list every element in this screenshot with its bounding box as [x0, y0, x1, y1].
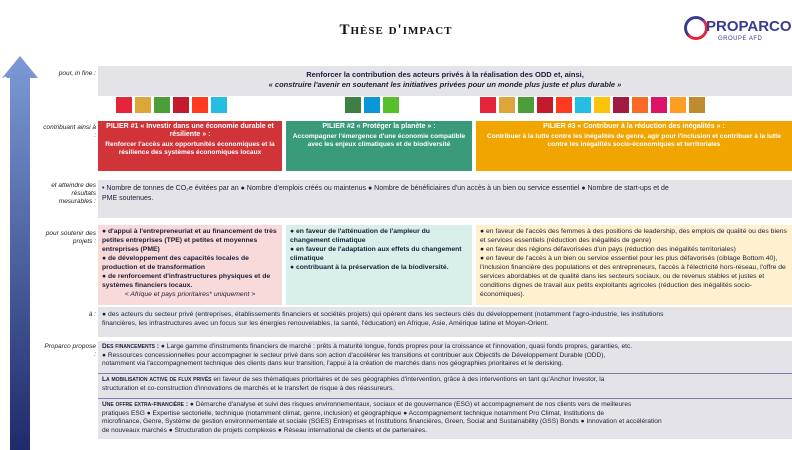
project-1-item: ● de renforcement d'infrastructures physiques et de systèmes financiers locaux. [102, 273, 271, 289]
mobilisation-heading: La mobilisation active de flux privés [102, 376, 212, 383]
sdg-goal-icon [116, 97, 132, 113]
sdg-goal-icon [537, 97, 553, 113]
pillar-3-box [476, 121, 792, 171]
sdg-goal-icon [575, 97, 591, 113]
project-3-item: ● en faveur de l'accès à un bien ou service essentiel pour les plus défavorisés (ciblage Bottom 40), l'inclusion financière des populations et des entrepreneurs, l'accès à l'électricité hors-réseau, l'offre de services abordables et de qualité dans les secteurs sociaux, ou de revenus stables et justes et conditions dignes de travail aux petits exploitants agricoles (réduction des inégalités socio-économiques). [480, 255, 786, 298]
label-support: pour soutenir des projets : [45, 230, 96, 245]
sdg-goal-icon [632, 97, 648, 113]
financing-line-3: notamment via l'accompagnement technique des clients dans leur transition, l'appui à la création de marchés dans nos géographies prioritaires et le derisking. [102, 360, 564, 368]
project-2-item: ● en faveur de l'adaptation aux effets du changement climatique [290, 246, 462, 262]
results-line-1: • Nombre de tonnes de CO₂e évitées par an ● Nombre d'emplois créés ou maintenus ● Nombre de bénéficiaires d'un accès à un bien ou service essentiel ● Nombre de start-ups et de [102, 185, 669, 192]
resources-mobilisation-box [98, 374, 792, 398]
project-1-note: < Afrique et pays prioritaires* uniquement > [124, 291, 256, 298]
sdg-goal-icon [556, 97, 572, 113]
extra-financial-heading: Une offre extra-financière : [102, 401, 189, 408]
projects-pillar-2-box [286, 225, 472, 305]
label-proparco: Proparco propose : [44, 343, 96, 358]
arrow-label-results: RÉSULTATS [0, 179, 9, 227]
projects-pillar-1-box [98, 225, 282, 305]
logo-subtitle: GROUPE AFD [718, 36, 763, 42]
actors-line-1: ● des acteurs du secteur privé (entreprises, établissements financiers et sociétés projets) qui opèrent dans les secteurs clés du développement (notamment l'agro-industrie, les institutions [102, 311, 664, 318]
sdg-goal-icon [499, 97, 515, 113]
project-3-item: ● en faveur de l'accès des femmes à des positions de leadership, des emplois de qualité ou des biens et services essentiels (réduction des inégalités de genre) [480, 228, 787, 244]
pillar-1-box [98, 121, 282, 171]
actors-line-2: financières, les infrastructures avec un focus sur les énergies renouvelables, la santé, l'éducation) en Afrique, Asie, Amérique latine et Moyen-Orient. [102, 320, 549, 327]
project-3-item: ● en faveur des régions défavorisées d'un pays (réduction des inégalités territoriales) [480, 246, 736, 253]
pillar-3-title: PILIER #3 « Contribuer à la réduction des inégalités » : [543, 123, 725, 130]
label-contributing: contribuant ainsi à : [43, 124, 96, 139]
sdg-goal-icon [135, 97, 151, 113]
project-2-item: ● contribuant à la préservation de la biodiversité. [290, 264, 449, 271]
proparco-logo [684, 16, 792, 46]
sdg-goal-icon [689, 97, 705, 113]
results-line-2: PME soutenues. [102, 194, 154, 202]
sdg-goal-icon [192, 97, 208, 113]
arrow-label-activities: ACTIVITÉS [0, 249, 9, 291]
sdg-goal-icon [383, 97, 399, 113]
measurable-results-box [98, 180, 792, 218]
label-results: et atteindre des résultats mesurables : [51, 182, 96, 205]
sdg-goal-icon [211, 97, 227, 113]
project-2-item: ● en faveur de l'atténuation de l'ampleur du changement climatique [290, 228, 430, 244]
label-to: à : [88, 311, 96, 318]
financing-heading: Des financements : [102, 343, 160, 350]
mobilisation-line-1: en faveur de ses thématiques prioritaires et de ses géographies d'intervention, grâce à des interventions en tant qu'Anchor Investor, la [213, 376, 605, 383]
pillar-2-box [286, 121, 472, 171]
page-title: Thèse d'impact [339, 22, 453, 38]
sdg-goal-icon [364, 97, 380, 113]
sdg-goal-icon [173, 97, 189, 113]
sdg-goal-icon [518, 97, 534, 113]
arrow-label-resources: RESSOURCES [0, 362, 9, 419]
pillar-3-body: Contribuer à la lutte contre les inégalités de genre, agir pour l'inclusion et contribuer à la lutte contre les inégalités socio-économiques et territoriales [487, 133, 781, 148]
sdg-goal-icon [154, 97, 170, 113]
pillar-2-title: PILIER #2 « Protéger la planète » : [322, 123, 436, 130]
private-actors-box [98, 307, 792, 337]
logo-ring-icon [684, 16, 708, 40]
sdg-icons-pillar-2 [345, 97, 405, 113]
extra-financial-line-4: de nouveaux marchés ● Structuration de projets complexes ● Réseau international de clients et de partenaires. [102, 426, 428, 434]
sdg-goal-icon [613, 97, 629, 113]
financing-line-1: ● Large gamme d'instruments financiers de marché : prêts à maturité longue, fonds propres pour la croissance et l'innovation, quasi fonds propres, garanties, etc. [160, 343, 633, 350]
project-1-item: ● d'appui à l'entrepreneuriat et au financement de très petites entreprises (TPE) et petites et moyennes entreprises (PME) [102, 228, 277, 253]
logo-name: PROPARCO [706, 18, 792, 35]
sdg-goal-icon [345, 97, 361, 113]
pillar-1-body: Renforcer l'accès aux opportunités économiques et la résilience des systèmes économiques locaux [105, 141, 275, 156]
ultimate-goal-box [98, 66, 792, 96]
label-ultimate: pour, in fine : [58, 70, 96, 77]
sdg-goal-icon [594, 97, 610, 113]
goal-line-1: Renforcer la contribution des acteurs privés à la réalisation des ODD et, ainsi, [306, 70, 584, 79]
sdg-goal-icon [670, 97, 686, 113]
projects-pillar-3-box [476, 225, 792, 305]
sdg-icons-pillar-1 [116, 97, 246, 113]
project-1-item: ● de développement des capacités locales de production et de transformation [102, 255, 249, 271]
arrow-label-impacts: EFFETS / IMPACTS [0, 76, 9, 150]
pillar-2-body: Accompagner l'émergence d'une économie compatible avec les enjeux climatiques et de biodiversité [292, 133, 466, 148]
extra-financial-line-1: ● Démarche d'analyse et suivi des risques environnementaux, sociaux et de gouvernance (ESG) et accompagnement de nos clients vers de meilleures [189, 401, 632, 408]
financing-line-2: ● Ressources concessionnelles pour accompagner le secteur privé dans son action d'accélérer les transitions et contribuer aux Objectifs de Développement Durable (ODD), [102, 351, 606, 359]
sdg-goal-icon [480, 97, 496, 113]
sdg-goal-icon [651, 97, 667, 113]
resources-extra-financial-box [98, 399, 792, 439]
extra-financial-line-3: microfinance, Genre, Système de gestion environnementale et sociale (SGES) Entreprises et Institutions financières, Green, Social and Sustainability (GSS) Bonds ● Innovation et accélération [102, 418, 662, 426]
mobilisation-line-2: structuration et co-construction d'innovations de marchés et le transfert de risque à des réassureurs. [102, 384, 395, 392]
goal-line-2: « construire l'avenir en soutenant les initiatives privées pour un monde plus juste et plus durable » [268, 80, 622, 89]
sdg-icons-pillar-3 [480, 97, 792, 113]
resources-financing-box [98, 341, 792, 373]
pillar-1-title: PILIER #1 « Investir dans une économie durable et résiliente » : [106, 123, 274, 138]
extra-financial-line-2: pratiques ESG ● Expertise sectorielle, technique (notamment climat, genre, inclusion) et géographique ● Accompagnement technique notamment Pro Climat, Institutions de [102, 409, 605, 417]
